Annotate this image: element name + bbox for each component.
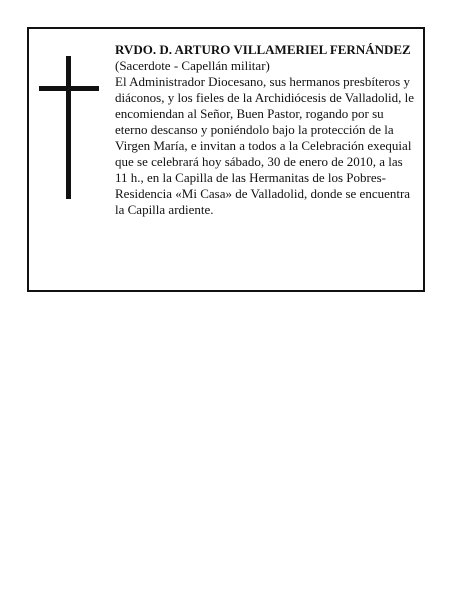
deceased-role: (Sacerdote - Capellán militar) bbox=[115, 58, 270, 73]
notice-text-block bbox=[115, 42, 417, 218]
cross-horizontal-bar bbox=[39, 86, 99, 91]
deceased-name: RVDO. D. ARTURO VILLAMERIEL FERNÁNDEZ bbox=[115, 42, 411, 57]
notice-body-text: El Administrador Diocesano, sus hermanos presbíteros y diáconos, y los fieles de la Archidiócesis de Valladolid, le encomiendan al Señor, Buen Pastor, rogando por su eterno descanso y poniéndolo bajo la protección de la Virgen María, e invitan a todos a la Celebración exequial que se celebrará hoy sábado, 30 de enero de 2010, a las 11 h., en la Capilla de las Hermanitas de los Pobres-Residencia «Mi Casa» de Valladolid, donde se encuentra la Capilla ardiente. bbox=[115, 74, 415, 217]
latin-cross-icon bbox=[39, 56, 99, 199]
obituary-notice bbox=[27, 27, 425, 292]
cross-vertical-bar bbox=[66, 56, 71, 199]
